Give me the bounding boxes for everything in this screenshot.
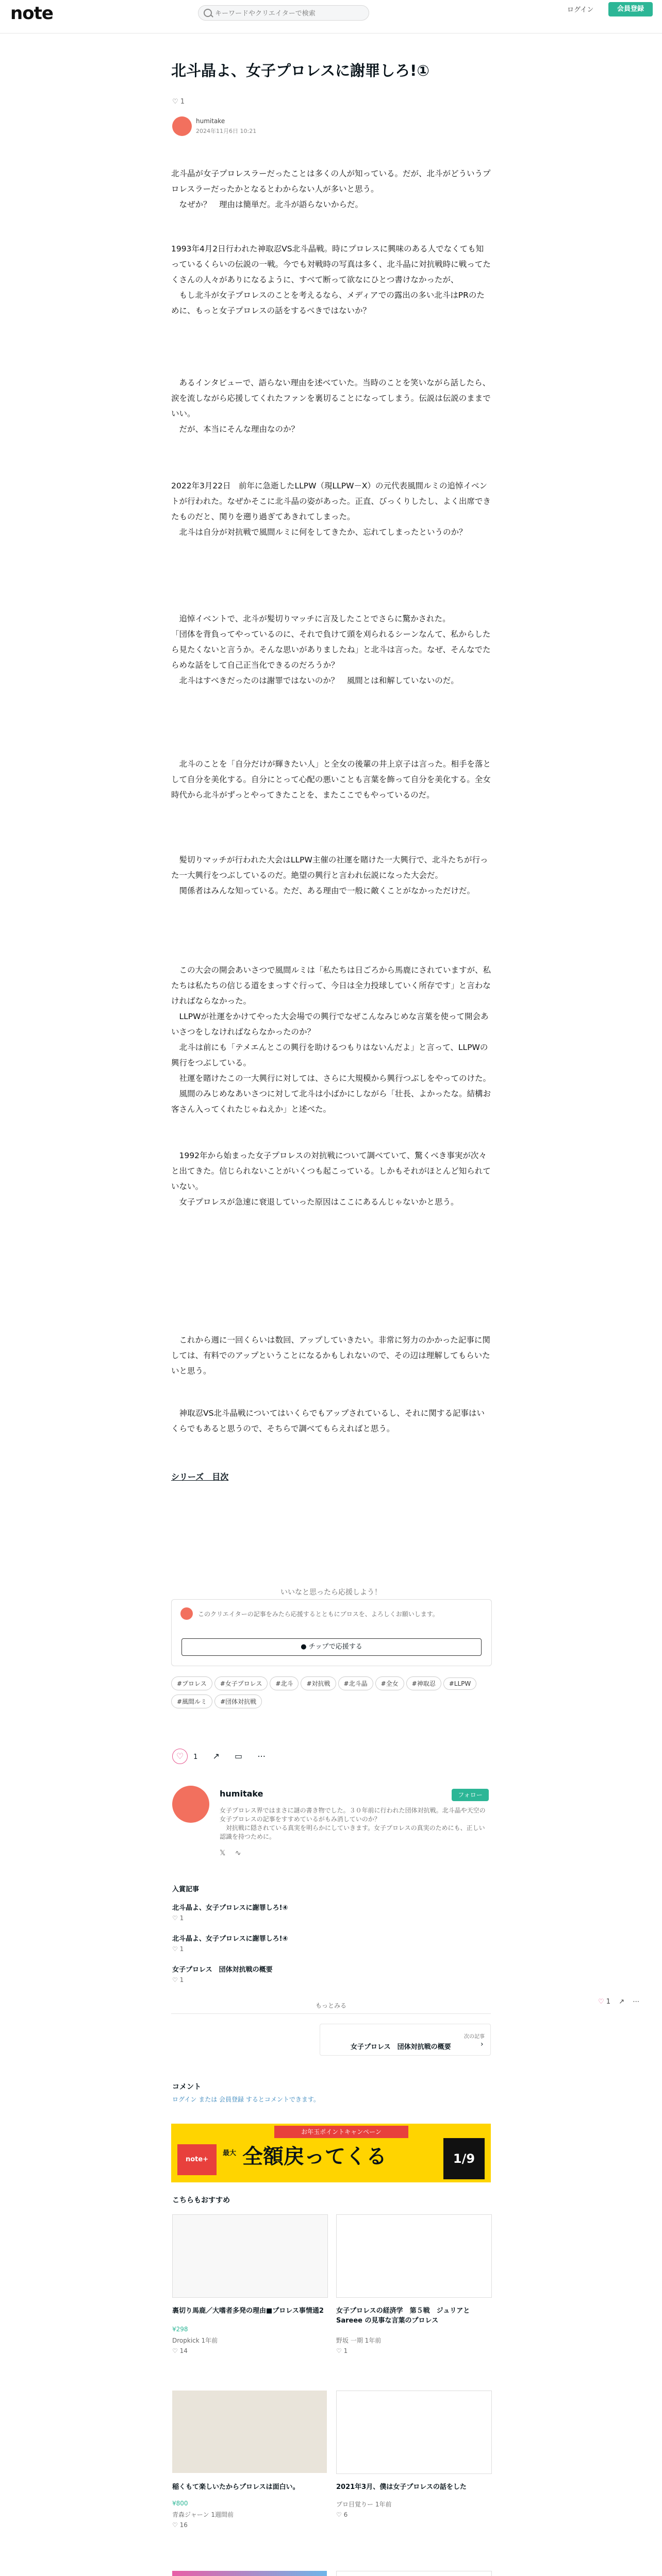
paragraph-6: 北斗のことを「自分だけが輝きたい人」と全女の後輩の井上京子は言った。相手を落として自分を美化する。自分にとって心配の悪いことも言葉を飾って自分を美化する。全女時代から北斗がずっとやってきたことを、またここでもやっているのだ。: [171, 759, 491, 800]
magazine-item-likes: ♡ 1: [172, 1914, 184, 1922]
tag-chip[interactable]: #神取忍: [406, 1676, 441, 1690]
comments-login-prompt[interactable]: ログイン または 会員登録 するとコメントできます。: [172, 2096, 320, 2103]
paragraph-1: 北斗晶が女子プロレスラーだったことは多くの人が知っている。だが、北斗がどういうプロレスラーだったかとなるとわからない人が多いと思う。 なぜか？ 理由は簡単だ。北斗が語らないからだ。: [171, 169, 491, 209]
series-link[interactable]: シリーズ 目次: [171, 1472, 229, 1482]
tag-chip[interactable]: #プロレス: [171, 1676, 212, 1690]
share-icon[interactable]: ↗: [212, 1751, 220, 1761]
card-price: ¥298: [172, 2326, 188, 2333]
magazine-heading: 入賞記事: [172, 1886, 200, 1893]
paragraph-4: 2022年3月22日 前年に急逝したLLPW（現LLPW－X）の元代表風間ルミの追悼イベントが行われた。なぜかそこに北斗晶の姿があった。正直、びっくりしたし、よく出席できたものだと、関りを遡り過ぎてあきれてしまった。 北斗は自分が対抗戦で風間ルミに何をしてきたか、忘れてしまったというのか？: [171, 481, 491, 537]
magazine-item-title[interactable]: 北斗晶よ、女子プロレスに謝罪しろ!④: [172, 1935, 288, 1943]
recommend-heading: こちらもおすすめ: [172, 2196, 230, 2205]
card-thumbnail[interactable]: [172, 2571, 327, 2576]
card-title[interactable]: 裏切り馬鹿／大嗜者多発の理由■プロレス事情通2: [172, 2307, 324, 2315]
card-thumbnail[interactable]: [336, 2214, 492, 2298]
card-likes: ♡ 14: [172, 2347, 188, 2354]
floating-more-icon[interactable]: ⋯: [633, 1998, 640, 2006]
card-author[interactable]: 青森ジャーン 1週間前: [172, 2511, 234, 2518]
card-thumbnail[interactable]: [172, 2214, 328, 2298]
like-count-top[interactable]: ♡ 1: [172, 98, 185, 106]
paragraph-11: 神取忍VS北斗晶戦についてはいくらでもアップされているし、それに関する記事はいくらでもあると思うので、そちらで調べてもらえればと思う。: [171, 1409, 485, 1433]
author-name[interactable]: humitake: [196, 117, 225, 125]
card-likes: ♡ 1: [336, 2347, 348, 2354]
like-button[interactable]: ♡: [172, 1749, 188, 1764]
floating-action-bar: ♡ 1 ↗ ⋯: [598, 1998, 640, 2006]
tag-chip[interactable]: #団体対抗戦: [214, 1694, 262, 1708]
like-count: 1: [193, 1753, 198, 1761]
search-box[interactable]: [198, 5, 369, 21]
card-author[interactable]: 野坂 一期 1年前: [336, 2337, 382, 2344]
comments-heading: コメント: [172, 2083, 201, 2091]
profile-name[interactable]: humitake: [220, 1789, 263, 1799]
register-button[interactable]: 会員登録: [608, 2, 653, 16]
card-title[interactable]: 女子プロレスの経済学 第５戦 ジュリアとSareee の見事な言葉のプロレス: [336, 2307, 470, 2325]
banner-note-plus: note+: [177, 2144, 217, 2175]
magazine-item-likes: ♡ 1: [172, 1976, 184, 1984]
tag-chip[interactable]: #全女: [375, 1676, 404, 1690]
paragraph-5: 追悼イベントで、北斗が髪切りマッチに言及したことでさらに驚かされた。 「団体を背負ってやっているのに、それで負けて頭を刈られるシーンなんて、私からしたら見たくないと言うか。そんな思いがありましたね」と北斗は言った。なぜ、そんなでたらめな話をして自己正当化できるのだろうか？ 北斗はすべきだったのは謝罪ではないのか？ 風間とは和解していないのだ。: [171, 614, 491, 685]
tip-button[interactable]: ● チップで応援する: [181, 1638, 482, 1656]
tag-chip[interactable]: #北斗: [270, 1676, 299, 1690]
paragraph-9: 1992年から始まった女子プロレスの対抗戦について調べていて、驚くべき事実が次々と出てきた。信じられないことがいくつも起こっている。しかもそれがほとんど知られていない。 女子プロレスが急速に衰退していった原因はここにあるんじゃないかと思う。: [171, 1151, 491, 1207]
banner-date: 1/9: [443, 2138, 485, 2179]
article-title: 北斗晶よ、女子プロレスに謝罪しろ!①: [171, 62, 429, 79]
support-message: このクリエイターの記事をみたら応援するとともにブロスを、よろしくお願いします。: [198, 1611, 439, 1618]
magazine-item-likes: ♡ 1: [172, 1945, 184, 1953]
action-row: [172, 1749, 492, 1764]
note-logo[interactable]: note: [10, 3, 53, 24]
banner-max: 最大: [223, 2149, 237, 2157]
card-thumbnail[interactable]: [336, 2391, 492, 2474]
magazine-item-title[interactable]: 北斗晶よ、女子プロレスに謝罪しろ!④: [172, 1904, 288, 1912]
profile-bio: 女子プロレス界ではまさに謎の書き物でした。３０年前に行われた団体対抗戦。北斗晶や天空の女子プロレスの記事をすすめているがもみ消していのか？ 対抗戦に隠されている真実を明らかにしていきます。女子プロレスの真実のためにも、正しい認識を持つために。: [220, 1807, 486, 1840]
paragraph-7: 髪切りマッチが行われた大会はLLPW主催の社運を賭けた一大興行で、北斗たちが行った一大興行をつぶしているのだ。絶望の興行と言われ伝説になった大会だ。 関係者はみんな知っている。ただ、ある理由で一般に敵くことがなかっただけだ。: [171, 855, 488, 895]
search-icon: [204, 9, 212, 17]
tag-chip[interactable]: #LLPW: [443, 1677, 477, 1690]
chevron-right-icon: ›: [481, 2040, 484, 2048]
banner-headline: 全額戻ってくる: [242, 2145, 387, 2168]
card-thumbnail[interactable]: [336, 2571, 492, 2576]
next-article-label: 次の記事: [464, 2034, 485, 2040]
card-price: ¥800: [172, 2500, 188, 2507]
banner-campaign-label: お年玉ポイントキャンペーン: [274, 2126, 408, 2138]
paragraph-10: これから週に一回くらいは数回、アップしていきたい。非常に努力のかかった記事に関しては、有料でのアップということになるかもしれないので、その辺は理解してもらいたいと思う。: [171, 1335, 490, 1376]
paragraph-2: 1993年4月2日行われた神取忍VS北斗晶戦。時にプロレスに興味のある人でなくても知っているくらいの伝説の一戦。今でも対戦時の写真は多く、北斗晶に対抗戦時に戦ってたくさんの人々がありになるように、すべて断って欲なにひとつ書けなかったが、 もし北斗が女子プロレスのことを考えるなら、メディアでの露出の多い北斗はPRのために、もっと女子プロレスの話をするべきではないか？: [171, 244, 491, 315]
paragraph-8: この大会の開会あいさつで風間ルミは「私たちは日ごろから馬鹿にされていますが、私たちは私たちの信じる道をまっすぐ行って、今日は全力投球していく所存です」と言わなければならなかった。 LLPWが社運をかけてやった大会場での興行でなぜこんなみじめな言葉を使って開会あいさつをしなければならなかったのか？ 北斗は前にも「テメエんとこの興行を助けるつもりはないんだよ」と言って、LLPWの興行をつぶしている。 社運を賭けたこの一大興行に対しては、さらに大規模から興行つぶしをやってのけた。 風間のみじめなあいさつに対して北斗は小ばかにしながら「壮長、よかったな。結構お客さん入ってくれたじゃねえか」と述べた。: [171, 965, 491, 1114]
comment-icon[interactable]: ▭: [234, 1751, 243, 1761]
profile-avatar[interactable]: [172, 1786, 209, 1823]
card-title[interactable]: 2021年3月、僕は女子プロレスの話をした: [336, 2483, 467, 2491]
floating-share-icon[interactable]: ↗: [619, 1998, 625, 2006]
tip-icon: ●: [301, 1643, 307, 1651]
next-article-title: 女子プロレス 団体対抗戦の概要: [351, 2043, 451, 2051]
profile-social-icons[interactable]: 𝕏 ∿: [220, 1849, 241, 1857]
card-author[interactable]: プロ目覚りー 1年前: [336, 2501, 392, 2508]
card-likes: ♡ 6: [336, 2511, 348, 2518]
tag-chip[interactable]: #風間ルミ: [171, 1694, 212, 1708]
tag-chip[interactable]: #北斗晶: [338, 1676, 373, 1690]
tag-chip[interactable]: #女子プロレス: [214, 1676, 268, 1690]
paragraph-3: あるインタビューで、語らない理由を述べていた。当時のことを笑いながら話したら、涙を流しながら応援してくれたファンを裏切ることになってしまう。伝説は伝説のままでいい。 だが、本当にそんな理由なのか？: [171, 378, 491, 434]
tag-list: [171, 1674, 491, 1710]
tag-chip[interactable]: #対抗戦: [301, 1676, 336, 1690]
floating-like-icon[interactable]: ♡: [598, 1998, 604, 2006]
heart-icon: ♡: [172, 98, 178, 106]
follow-button[interactable]: フォロー: [452, 1789, 489, 1801]
login-link[interactable]: ログイン: [567, 6, 594, 14]
search-input[interactable]: [214, 8, 366, 19]
publish-date: 2024年11月6日 10:21: [196, 128, 257, 134]
card-author[interactable]: Dropkick 1年前: [172, 2337, 218, 2344]
divider: [171, 2013, 491, 2014]
support-avatar: [180, 1607, 193, 1620]
magazine-item-title[interactable]: 女子プロレス 団体対抗戦の概要: [172, 1966, 273, 1974]
support-prompt: いいなと思ったら応援しよう！: [280, 1588, 382, 1597]
card-title[interactable]: 稲くもて楽しいたからプロレスは面白い。: [172, 2483, 300, 2491]
card-thumbnail[interactable]: [172, 2391, 327, 2473]
magazine-more-link[interactable]: もっとみる: [315, 2002, 346, 2009]
card-likes: ♡ 16: [172, 2521, 188, 2529]
author-avatar[interactable]: [172, 116, 192, 136]
more-icon[interactable]: ⋯: [257, 1751, 266, 1761]
